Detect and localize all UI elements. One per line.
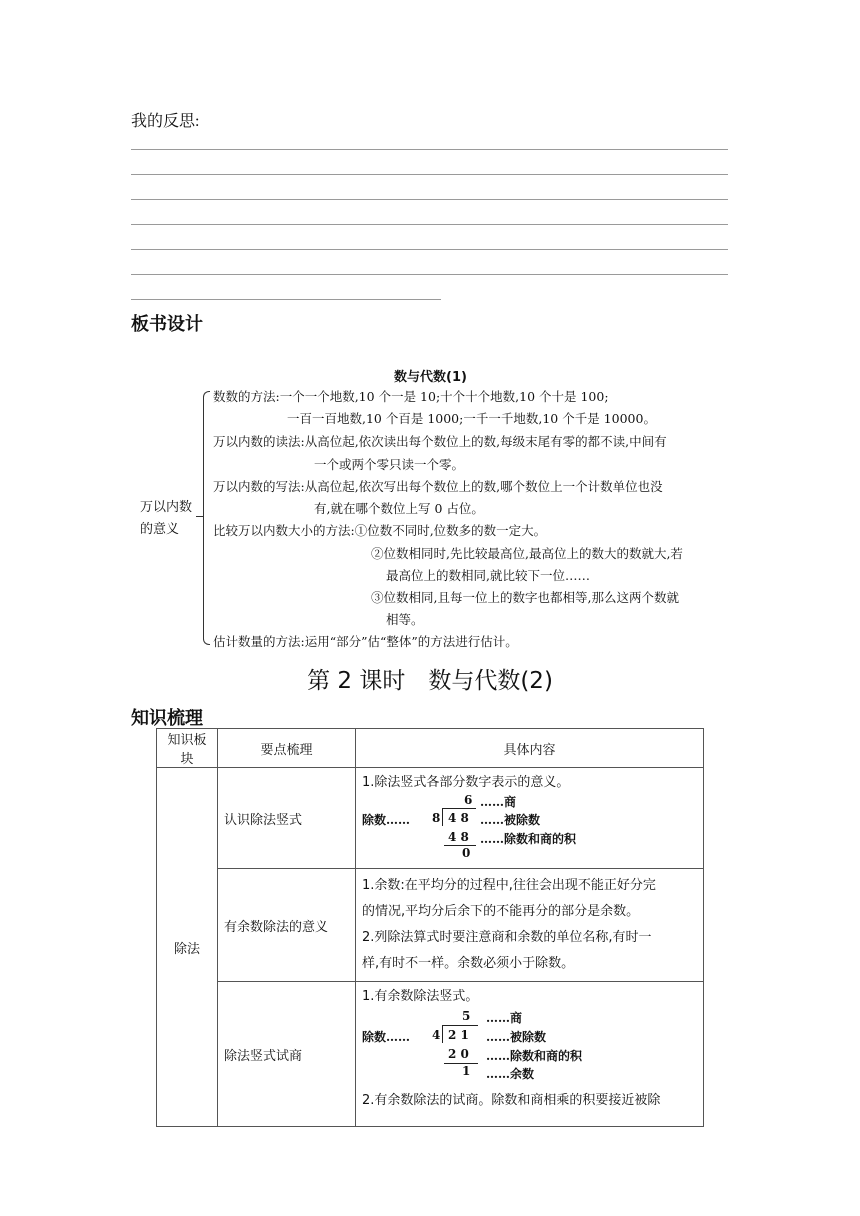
content-cell	[356, 869, 704, 982]
board-line: 万以内数的读法:从高位起,依次读出每个数位上的数,每级末尾有零的都不读,中间有	[213, 434, 667, 449]
table-header-row	[157, 729, 704, 768]
divisor-label: 除数……	[362, 1030, 411, 1044]
table-row	[157, 982, 704, 1127]
table-header: 具体内容	[356, 729, 704, 768]
point-cell: 除法竖式试商	[218, 982, 356, 1127]
board-line: ②位数相同时,先比较最高位,最高位上的数大的数就大,若	[371, 546, 683, 561]
table-header: 要点梳理	[218, 729, 356, 768]
subtraction-line	[444, 845, 476, 846]
product: 4 8	[448, 830, 469, 844]
board-line: 比较万以内数大小的方法:①位数不同时,位数多的数一定大。	[213, 523, 547, 538]
content-text: 1.余数:在平均分的过程中,往往会出现不能正好分完	[362, 878, 656, 893]
content-text: 1.除法竖式各部分数字表示的意义。	[362, 775, 570, 790]
board-title: 数与代数(1)	[394, 370, 467, 385]
content-text: 样,有时不一样。余数必须小于除数。	[362, 956, 575, 971]
knowledge-section-title: 知识梳理	[131, 708, 203, 729]
remainder: 0	[462, 846, 471, 860]
writing-line	[131, 199, 728, 200]
quotient-label: ……商	[480, 795, 517, 809]
division-diagram	[362, 1008, 697, 1090]
board-line: 万以内数的写法:从高位起,依次写出每个数位上的数,哪个数位上一个计数单位也没	[213, 479, 663, 494]
dividend-label: ……被除数	[480, 813, 541, 827]
table-row	[157, 768, 704, 869]
divisor: 8	[432, 811, 441, 825]
content-text: 2.有余数除法的试商。除数和商相乘的积要接近被除	[362, 1093, 661, 1108]
content-text: 的情况,平均分后余下的不能再分的部分是余数。	[362, 904, 640, 919]
table-row	[157, 869, 704, 982]
writing-line	[131, 224, 728, 225]
brace	[203, 391, 210, 645]
board-line: 一个或两个零只读一个零。	[314, 457, 465, 472]
quotient: 6	[464, 793, 473, 807]
dividend-label: ……被除数	[486, 1030, 547, 1044]
brace-tip	[196, 516, 203, 517]
subtraction-line	[444, 1063, 478, 1064]
writing-line	[131, 274, 728, 275]
point-cell: 有余数除法的意义	[218, 869, 356, 982]
content-text: 1.有余数除法竖式。	[362, 989, 479, 1004]
knowledge-table	[156, 728, 704, 1127]
board-line: 最高位上的数相同,就比较下一位……	[386, 568, 590, 583]
product-label: ……除数和商的积	[486, 1049, 583, 1063]
table-header: 知识板块	[157, 729, 218, 768]
division-bar	[442, 808, 476, 809]
division-bar	[442, 1025, 478, 1026]
dividend: 2 1	[448, 1028, 469, 1042]
content-cell	[356, 768, 704, 869]
board-line: 有,就在哪个数位上写 0 占位。	[314, 501, 484, 516]
board-line: 一百一百地数,10 个百是 1000;一千一千地数,10 个千是 10000。	[287, 411, 656, 426]
quotient-label: ……商	[486, 1011, 523, 1025]
board-side-label: 万以内数 的意义	[140, 500, 193, 537]
board-line: 相等。	[386, 612, 424, 627]
block-cell: 除法	[157, 768, 218, 1127]
writing-line	[131, 174, 728, 175]
writing-line	[131, 149, 728, 150]
board-line: 估计数量的方法:运用“部分”估“整体”的方法进行估计。	[213, 634, 518, 649]
divisor-label: 除数……	[362, 813, 411, 827]
division-diagram	[362, 793, 697, 860]
division-bracket	[442, 1025, 443, 1043]
remainder: 1	[462, 1064, 471, 1078]
board-line: ③位数相同,且每一位上的数字也都相等,那么这两个数就	[371, 590, 679, 605]
remainder-label: ……余数	[486, 1067, 535, 1081]
dividend: 4 8	[448, 811, 469, 825]
board-section-title: 板书设计	[131, 314, 203, 335]
lesson-title: 第 2 课时 数与代数(2)	[307, 668, 553, 694]
divisor: 4	[432, 1028, 441, 1042]
quotient: 5	[462, 1009, 471, 1023]
writing-line	[131, 299, 441, 300]
product: 2 0	[448, 1047, 469, 1061]
product-label: ……除数和商的积	[480, 832, 577, 846]
reflection-label: 我的反思:	[131, 113, 200, 130]
point-cell: 认识除法竖式	[218, 768, 356, 869]
writing-line	[131, 249, 728, 250]
board-line: 数数的方法:一个一个地数,10 个一是 10;十个十个地数,10 个十是 100;	[213, 389, 609, 404]
content-text: 2.列除法算式时要注意商和余数的单位名称,有时一	[362, 930, 652, 945]
division-bracket	[442, 808, 443, 826]
content-cell	[356, 982, 704, 1127]
